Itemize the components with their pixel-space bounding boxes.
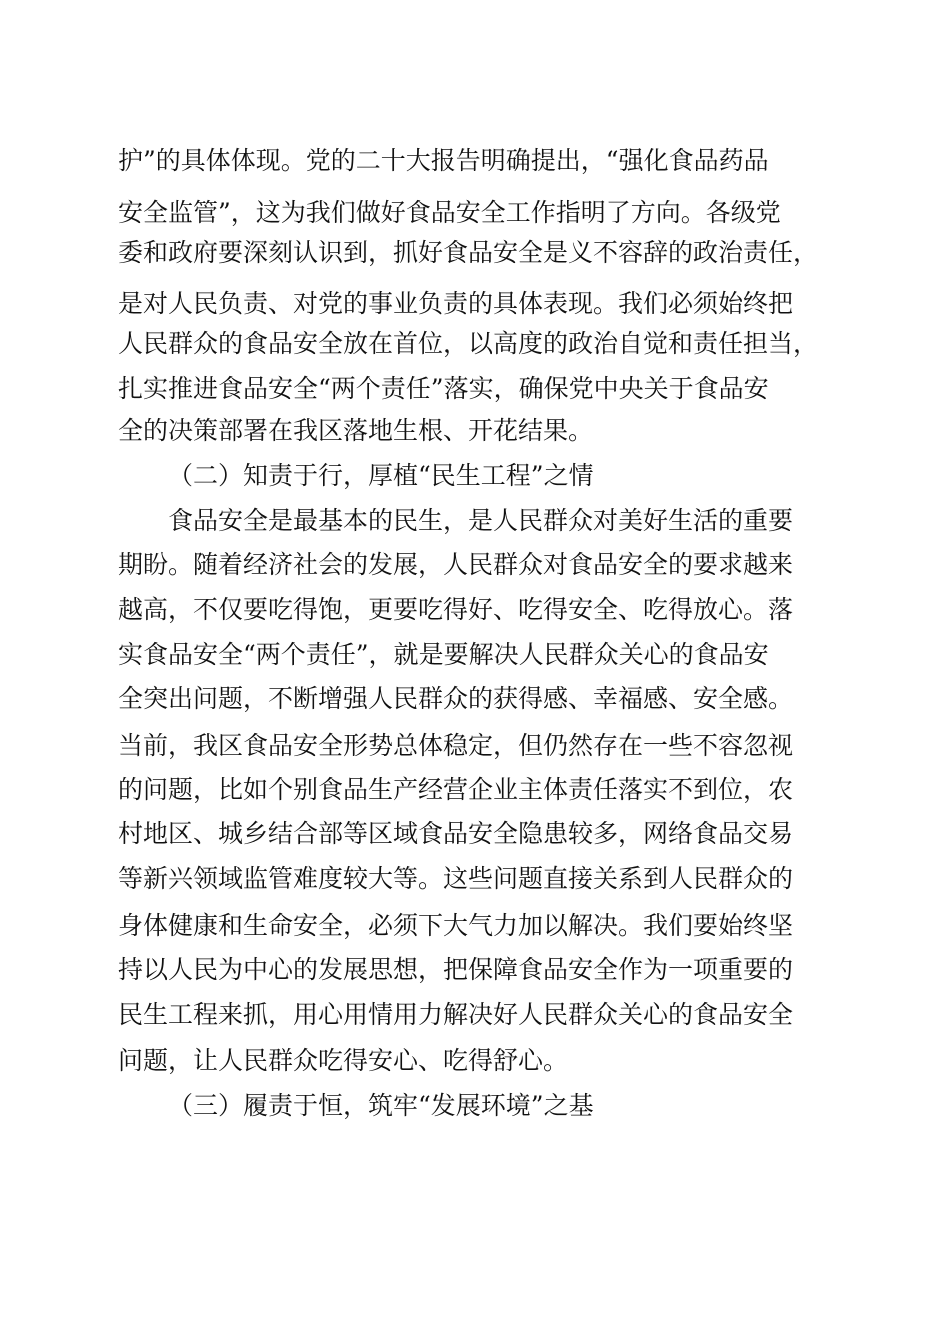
- paragraph-2-line-11: 持以人民为中心的发展思想，把保障食品安全作为一项重要的: [118, 955, 794, 984]
- paragraph-1-line-7: 全的决策部署在我区落地生根、开花结果。: [118, 416, 594, 445]
- paragraph-2-line-5: 全突出问题，不断增强人民群众的获得感、幸福感、安全感。: [118, 684, 794, 713]
- paragraph-1-line-3: 委和政府要深刻认识到，抓好食品安全是义不容辞的政治责任，: [118, 238, 819, 267]
- paragraph-2-line-9: 等新兴领域监管难度较大等。这些问题直接关系到人民群众的: [118, 864, 794, 893]
- paragraph-2-line-2: 期盼。随着经济社会的发展，人民群众对食品安全的要求越来: [118, 550, 794, 579]
- paragraph-2-line-8: 村地区、城乡结合部等区域食品安全隐患较多，网络食品交易: [118, 819, 794, 848]
- paragraph-2-line-1: 食品安全是最基本的民生，是人民群众对美好生活的重要: [168, 506, 794, 535]
- paragraph-2-line-4: 实食品安全“两个责任”，就是要解决人民群众关心的食品安: [118, 640, 769, 669]
- paragraph-2-line-6: 当前，我区食品安全形势总体稳定，但仍然存在一些不容忽视: [118, 731, 794, 760]
- paragraph-2-line-12: 民生工程来抓，用心用情用力解决好人民群众关心的食品安全: [118, 1000, 794, 1029]
- paragraph-1-line-2: 安全监管”，这为我们做好食品安全工作指明了方向。各级党: [118, 198, 781, 227]
- paragraph-1-line-6: 扎实推进食品安全“两个责任”落实，确保党中央关于食品安: [118, 374, 769, 403]
- section-heading-2: （二）知责于行，厚植“民生工程”之情: [168, 461, 594, 490]
- paragraph-2-line-13: 问题，让人民群众吃得安心、吃得舒心。: [118, 1046, 569, 1075]
- paragraph-2-line-3: 越高，不仅要吃得饱，更要吃得好、吃得安全、吃得放心。落: [118, 595, 794, 624]
- paragraph-2-line-10: 身体健康和生命安全，必须下大气力加以解决。我们要始终坚: [118, 911, 794, 940]
- section-heading-3: （三）履责于恒，筑牢“发展环境”之基: [168, 1091, 594, 1120]
- paragraph-1-line-1: 护”的具体体现。党的二十大报告明确提出，“强化食品药品: [118, 146, 769, 175]
- paragraph-1-line-5: 人民群众的食品安全放在首位，以高度的政治自觉和责任担当，: [118, 329, 819, 358]
- paragraph-2-line-7: 的问题，比如个别食品生产经营企业主体责任落实不到位，农: [118, 775, 794, 804]
- paragraph-1-line-4: 是对人民负责、对党的事业负责的具体表现。我们必须始终把: [118, 289, 794, 318]
